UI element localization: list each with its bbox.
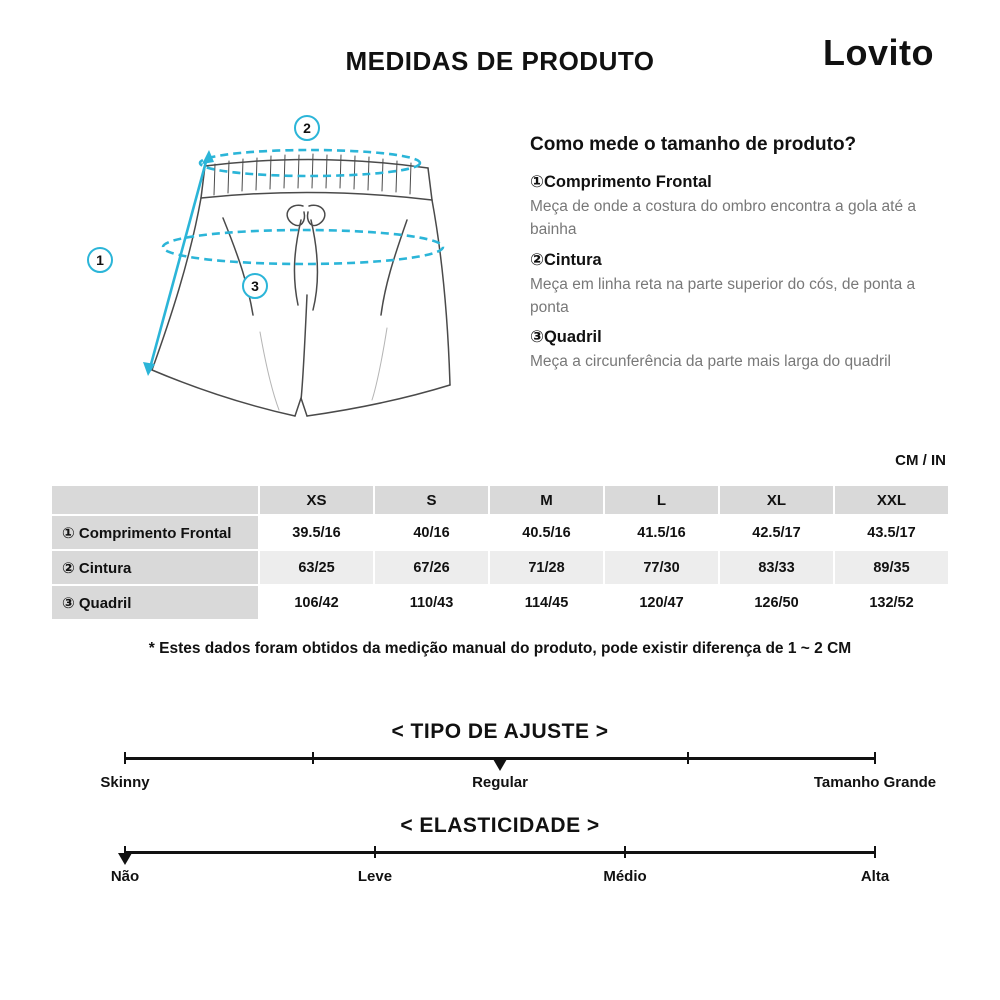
- fit-scale-marker-icon: [493, 759, 507, 771]
- table-row: [52, 586, 948, 619]
- guide-heading: Como mede o tamanho de produto?: [530, 134, 857, 155]
- guide-item-length: [530, 172, 932, 242]
- guide-item-label: ①Comprimento Frontal: [530, 173, 712, 191]
- table-cell: 40.5/16: [490, 516, 603, 549]
- fit-scale-tick: [312, 752, 314, 764]
- units-label: CM / IN: [895, 452, 946, 469]
- table-header-row: [52, 486, 948, 514]
- table-cell: 67/26: [375, 551, 488, 584]
- table-cell: 43.5/17: [835, 516, 948, 549]
- measurement-disclaimer: * Estes dados foram obtidos da medição manual do produto, pode existir diferença de 1 ~ 2 CM: [148, 640, 852, 657]
- col-header-xs: XS: [260, 486, 373, 514]
- guide-item-label: ②Cintura: [530, 250, 602, 269]
- shorts-diagram: [55, 100, 515, 445]
- measurement-marks: [88, 116, 443, 376]
- guide-item-desc: Meça em linha reta na parte superior do cós, de ponta a ponta: [530, 275, 916, 316]
- table-cell: 40/16: [375, 516, 488, 549]
- brand-logo: Lovito: [823, 32, 934, 73]
- table-cell: 110/43: [375, 586, 488, 619]
- row-label: ③ Quadril: [52, 586, 258, 619]
- fit-scale: [100, 750, 937, 796]
- table-cell: 120/47: [605, 586, 718, 619]
- col-header-l: L: [605, 486, 718, 514]
- hip-measure-ellipse: [163, 230, 443, 264]
- fit-label-tamanho-grande: Tamanho Grande: [813, 774, 937, 791]
- fit-scale-tick: [687, 752, 689, 764]
- row-label: ① Comprimento Frontal: [52, 516, 258, 549]
- fit-label-skinny: Skinny: [100, 774, 150, 791]
- svg-text:1: 1: [96, 252, 104, 268]
- row-label: ② Cintura: [52, 551, 258, 584]
- svg-text:2: 2: [303, 120, 311, 136]
- table-cell: 77/30: [605, 551, 718, 584]
- svg-text:3: 3: [251, 278, 259, 294]
- measure-badge-2: [295, 116, 319, 140]
- guide-item-desc: Meça a circunferência da parte mais larga do quadril: [530, 353, 891, 370]
- table-cell: 132/52: [835, 586, 948, 619]
- size-table: [50, 484, 950, 621]
- fit-scale-title: < TIPO DE AJUSTE >: [391, 720, 609, 743]
- col-header-m: M: [490, 486, 603, 514]
- measure-badge-1: [88, 248, 112, 272]
- elasticity-scale: [110, 844, 890, 890]
- guide-item-label: ③Quadril: [530, 328, 602, 346]
- table-cell: 42.5/17: [720, 516, 833, 549]
- guide-item-hip: [530, 327, 932, 373]
- table-cell: 71/28: [490, 551, 603, 584]
- elasticity-label-leve: Leve: [357, 868, 393, 885]
- table-cell: 114/45: [490, 586, 603, 619]
- shorts-illustration: [55, 100, 515, 440]
- elasticity-scale-marker-icon: [118, 853, 132, 865]
- col-header-xl: XL: [720, 486, 833, 514]
- table-cell: 106/42: [260, 586, 373, 619]
- table-cell: 89/35: [835, 551, 948, 584]
- fit-label-regular: Regular: [472, 774, 528, 791]
- elasticity-label-medio: Médio: [603, 868, 647, 885]
- elasticity-scale-tick: [624, 846, 626, 858]
- col-header-s: S: [375, 486, 488, 514]
- table-row: [52, 551, 948, 584]
- measure-guide: [530, 134, 932, 377]
- col-header-empty: [52, 486, 258, 514]
- length-measure-line: [150, 158, 207, 368]
- fit-scale-tick: [874, 752, 876, 764]
- elasticity-label-alta: Alta: [860, 868, 890, 885]
- table-cell: 41.5/16: [605, 516, 718, 549]
- elasticity-label-nao: Não: [110, 868, 140, 885]
- table-row: [52, 516, 948, 549]
- elasticity-scale-line: [125, 851, 875, 854]
- arrow-down-icon: [143, 362, 155, 376]
- guide-item-waist: [530, 250, 932, 320]
- fit-scale-tick: [124, 752, 126, 764]
- table-cell: 39.5/16: [260, 516, 373, 549]
- page-title: MEDIDAS DE PRODUTO: [345, 46, 655, 76]
- measure-badge-3: [243, 274, 267, 298]
- guide-item-desc: Meça de onde a costura do ombro encontra a gola até a bainha: [530, 198, 917, 239]
- col-header-xxl: XXL: [835, 486, 948, 514]
- elasticity-scale-tick: [874, 846, 876, 858]
- table-cell: 83/33: [720, 551, 833, 584]
- elasticity-scale-tick: [374, 846, 376, 858]
- table-cell: 126/50: [720, 586, 833, 619]
- table-cell: 63/25: [260, 551, 373, 584]
- elasticity-scale-title: < ELASTICIDADE >: [400, 814, 600, 837]
